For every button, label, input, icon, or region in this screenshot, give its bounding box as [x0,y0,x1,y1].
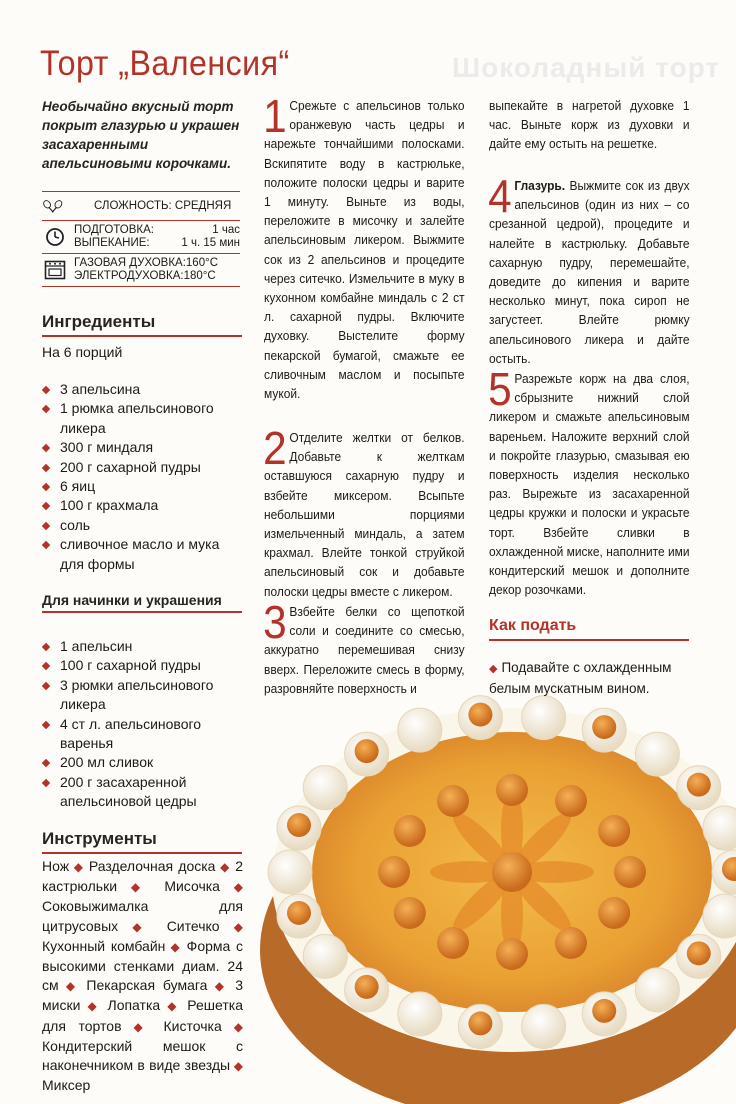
rim-candied-peel [468,1011,492,1035]
step-4-lead: Глазурь. [514,178,566,193]
step-1-text: Срежьте с апельсинов только оранжевую часть цедры и нарежьте тончайшими полосками. Вскипятите воду в кастрюльке, положите полоски цедры и варите 1 минуту. Выньте из воды, переложите в мисочку и залейте апельсиновым ликером. Выжмите сок из 2 апельсинов и процедите через ситечко. Измельчите в муку в кухонном комбайне миндаль с 2 ст л. сахарной пудры. Включите духовку. Выстелите форму пекарской бумагой, смажьте ее сливочным маслом и посыпьте мукой. [264,98,465,402]
list-item: 1 апельсин [42,637,242,656]
rim-candied-peel [355,739,379,763]
list-item: сливочное масло и мука для формы [42,535,242,574]
separator-diamond-icon: ◆ [80,999,108,1014]
step-3-text: Взбейте белки со щепоткой соли и соедините со смесью, аккуратно перемешивая снизу вверх. Переложите смесь в форму, разровняйте поверхность и [264,604,465,696]
step-5-text: Разрежьте корж на два слоя, сбрызните нижний слой ликером и смажьте апельсиновым вареньем. Наложите верхний слой и покройте глазурью, смазывая ею поверхность изделия несколько раз. Вырежьте из засахаренной цедры кружки и полоски и украсьте торт. Взбейте сливки в охлажденной миске, наполните ими кондитерский мешок и дополните декор розочками. [489,371,690,598]
step-2-number: 2 [263,422,287,474]
rim-candied-peel [355,975,379,999]
separator-diamond-icon: ◆ [117,880,165,895]
separator-diamond-icon: ◆ [160,999,188,1014]
candied-peel [614,856,646,888]
tool-item: Решетка для тортов [42,997,243,1034]
tool-item: Миксер [42,1077,91,1094]
serve-block [489,658,699,699]
candied-peel [394,815,426,847]
electric-oven-text: ЭЛЕКТРОДУХОВКА:180°С [74,270,216,282]
list-item: соль [42,516,242,535]
separator-diamond-icon: ◆ [165,939,187,954]
candied-peel [378,856,410,888]
tool-item: Кисточка [163,1017,222,1034]
tools-heading: Инструменты [42,828,242,854]
cream-rosette [522,696,566,740]
step-2-text: Отделите желтки от белков. Добавьте к желткам оставшуюся сахарную пудру и взбейте миксером. Всыпьте небольшими порциями измельченный миндаль, а затем крахмал. Влейте тонкой струйкой апельсиновый сок и добавьте полоски цедры вместе с ликером. [264,430,465,599]
cream-rosette [522,1004,566,1048]
separator-diamond-icon: ◆ [69,860,89,874]
ingredients-heading: Ингредиенты [42,311,242,337]
step-5-number: 5 [488,363,512,415]
portions-text: На 6 порций [42,344,123,360]
tool-item: Ситечко [166,917,220,934]
step-1 [263,90,465,403]
list-item: 6 яиц [42,477,242,496]
difficulty-text: СЛОЖНОСТЬ: СРЕДНЯЯ [94,199,232,212]
cream-rosette [398,708,442,752]
separator-diamond-icon: ◆ [219,880,243,895]
cream-rosette [268,850,312,894]
separator-diamond-icon: ◆ [121,1019,164,1034]
prep-value: 1 час [212,224,240,236]
step-4 [488,170,690,368]
list-item: 100 г крахмала [42,496,242,515]
list-item: 3 рюмки апельсинового ликера [42,676,242,715]
rim-candied-peel [468,703,492,727]
step-2 [263,422,465,601]
cream-rosette [398,992,442,1036]
step-4-number: 4 [488,170,512,222]
rim-candied-peel [592,999,616,1023]
tool-item: Нож [42,858,70,874]
separator-diamond-icon: ◆ [207,979,236,994]
filling-heading: Для начинки и украшения [42,592,242,613]
rim-candied-peel [687,773,711,797]
separator-diamond-icon: ◆ [219,919,243,934]
list-item: 200 г сахарной пудры [42,458,242,477]
bake-label: ВЫПЕКАНИЕ: [74,237,150,249]
candied-peel [555,927,587,959]
separator-diamond-icon: ◆ [58,979,87,994]
cream-rosette [635,968,679,1012]
bullet-diamond-icon: ◆ [489,663,498,675]
gas-oven-text: ГАЗОВАЯ ДУХОВКА:160°С [74,257,219,269]
rim-candied-peel [287,813,311,837]
candied-peel [496,774,528,806]
separator-diamond-icon: ◆ [215,860,236,874]
tool-item: Кухонный комбайн [42,937,166,954]
tool-item: 2 кастрюльки [42,858,243,895]
step-4-text: Выжмите сок из двух апельсинов (один из них – со срезанной цедрой), процедите и налейте в кастрюльку. Добавьте сахарную пудру, перемешайте, доведите до кипения и варите несколько минут, пока сироп не загустеет. Влейте рюмку апельсинового ликера и дайте остыть. [489,178,690,366]
serve-heading: Как подать [489,617,689,641]
tool-item: Лопатка [107,997,161,1014]
list-item: 3 апельсина [42,380,242,399]
separator-diamond-icon: ◆ [118,919,167,934]
bake-value: 1 ч. 15 мин [181,237,240,249]
bleed-through-text: Шоколадный торт [452,52,721,83]
list-item: 100 г сахарной пудры [42,656,242,675]
candied-peel [496,938,528,970]
step-3-continued [489,96,690,154]
candied-peel [394,897,426,929]
list-item: 4 ст л. апельсинового варенья [42,715,242,754]
step-3 [263,596,465,698]
tool-item: Пекарская бумага [86,977,208,994]
candied-peel [555,785,587,817]
step-1-number: 1 [263,90,287,142]
page-title: Торт „Валенсия“ [40,44,290,83]
intro-text: Необычайно вкусный торт покрыт глазурью и украшен засахаренными апельсиновыми корочками. [42,99,240,171]
cream-rosette [303,934,347,978]
candied-peel [437,927,469,959]
candied-peel [598,815,630,847]
list-item: 300 г миндаля [42,438,242,457]
rim-candied-peel [287,901,311,925]
tool-item: Разделочная доска [88,858,216,874]
separator-diamond-icon: ◆ [221,1019,244,1034]
cream-rosette [635,732,679,776]
center-candied-peel [492,852,532,892]
list-item: 200 г засахаренной апельсиновой цедры [42,773,242,812]
tool-item: Кондитерский мешок с наконечником в виде звезды [42,1037,243,1074]
tool-item: Соковыжималка для цитрусовых [42,898,243,934]
step-3-number: 3 [263,596,287,648]
separator-diamond-icon: ◆ [230,1059,243,1074]
candied-peel [437,785,469,817]
list-item: 1 рюмка апельсинового ликера [42,399,242,438]
step-3-continued-text: выпекайте в нагретой духовке 1 час. Выньте корж из духовки и дайте ему остыть на решетке. [489,98,690,152]
serve-text: Подавайте с охлажденным белым мускатным вином. [489,660,672,696]
rim-candied-peel [592,715,616,739]
tool-item: 3 миски [42,977,243,1014]
list-item: 200 мл сливок [42,753,242,772]
tool-item: Мисочка [164,878,220,895]
prep-label: ПОДГОТОВКА: [74,224,154,236]
cream-rosette [303,766,347,810]
tool-item: Форма с высокими стенками диам. 24 см [42,937,243,994]
rim-candied-peel [687,941,711,965]
candied-peel [598,897,630,929]
step-5 [488,363,690,599]
